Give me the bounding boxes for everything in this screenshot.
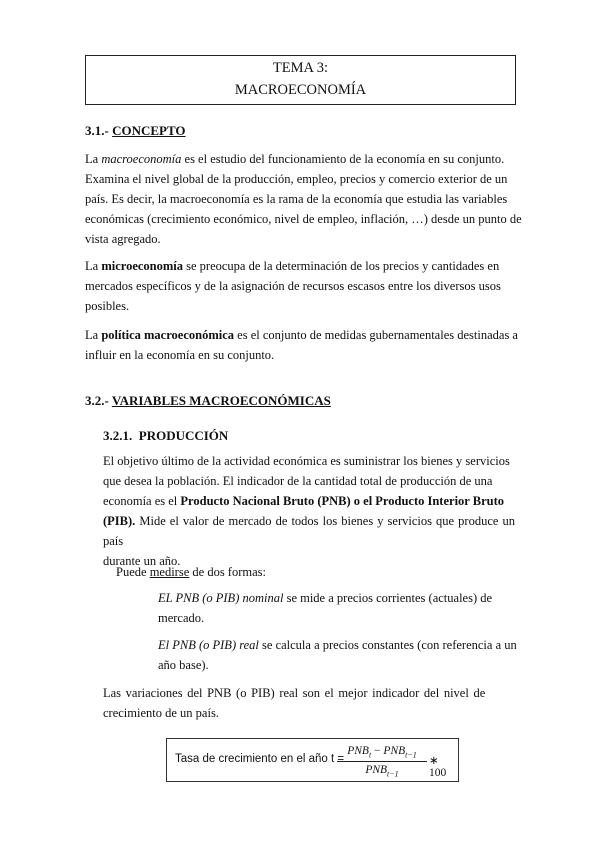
policy-definition-paragraph: La política macroeconómica es el conjunto de medidas gubernamentales destinadas a influir en la economía en su conjunto. [85,328,518,362]
formula-denominator: $PNB_{t-1}$ [365,764,399,779]
formula-multiplier: ∗ 100 [429,755,447,779]
section-3-1-title: CONCEPTO [112,123,186,138]
formula-fraction [337,745,427,779]
micro-definition-paragraph: La microeconomía se preocupa de la determinación de los precios y cantidades en mercados específicos y de la asignación de recursos escasos entre los diversos usos posibles. [85,259,501,313]
term-politica-macroeconomica: política macroeconómica [101,328,235,342]
section-3-2-title: VARIABLES MACROECONÓMICAS [111,393,331,408]
production-paragraph: El objetivo último de la actividad económica es suministrar los bienes y servicios que desea la población. El indicador de la cantidad total de producción de una economía es el Producto Nacional Bruto (PNB) o el Producto Interior Bruto (PIB). Mide el valor de mercado de todos los bienes y servicios que produce un país durante un año. [103,454,515,568]
term-pnb-real: El PNB (o PIB) real [158,638,259,652]
tema-label: TEMA 3: [272,60,329,76]
measure-intro: Puede medirse de dos formas: [116,565,266,579]
title-box [85,55,516,105]
subsection-3-2-1-heading: 3.2.1. PRODUCCIÓN [103,428,229,443]
formula-label: Tasa de crecimiento en el año t = [175,753,345,765]
formula-numerator: $PNB_t - PNB_{t-1}$ [347,745,417,760]
page-title: MACROECONOMÍA [234,82,367,98]
term-macroeconomia: macroeconomía [101,152,182,166]
nominal-definition: EL PNB (o PIB) nominal se mide a precios corrientes (actuales) de mercado. [158,591,493,625]
real-definition: El PNB (o PIB) real se calcula a precios constantes (con referencia a un año base). [158,638,517,672]
macro-definition-paragraph: La macroeconomía es el estudio del funcionamiento de la economía en su conjunto. Examina el nivel global de la producción, empleo, precios y comercio exterior de un país. Es decir, la macroeconomía es la rama de la economía que estudia las variables económicas (crecimiento económico, nivel de empleo, inflación, …) desde un punto de vista agregado. [85,152,522,246]
term-microeconomia: microeconomía [101,259,184,273]
term-pnb-pib: Producto Nacional Bruto (PNB) o el Producto Interior Bruto [180,494,504,508]
section-3-1-heading: 3.1.- CONCEPTO [85,123,186,138]
growth-rate-formula [166,738,459,782]
fraction-bar [337,761,427,762]
section-3-2-heading: 3.2.- VARIABLES MACROECONÓMICAS [85,393,331,408]
growth-indicator-paragraph: Las variaciones del PNB (o PIB) real son el mejor indicador del nivel de crecimiento de un país. [103,686,486,720]
term-pnb-nominal: EL PNB (o PIB) nominal [158,591,284,605]
